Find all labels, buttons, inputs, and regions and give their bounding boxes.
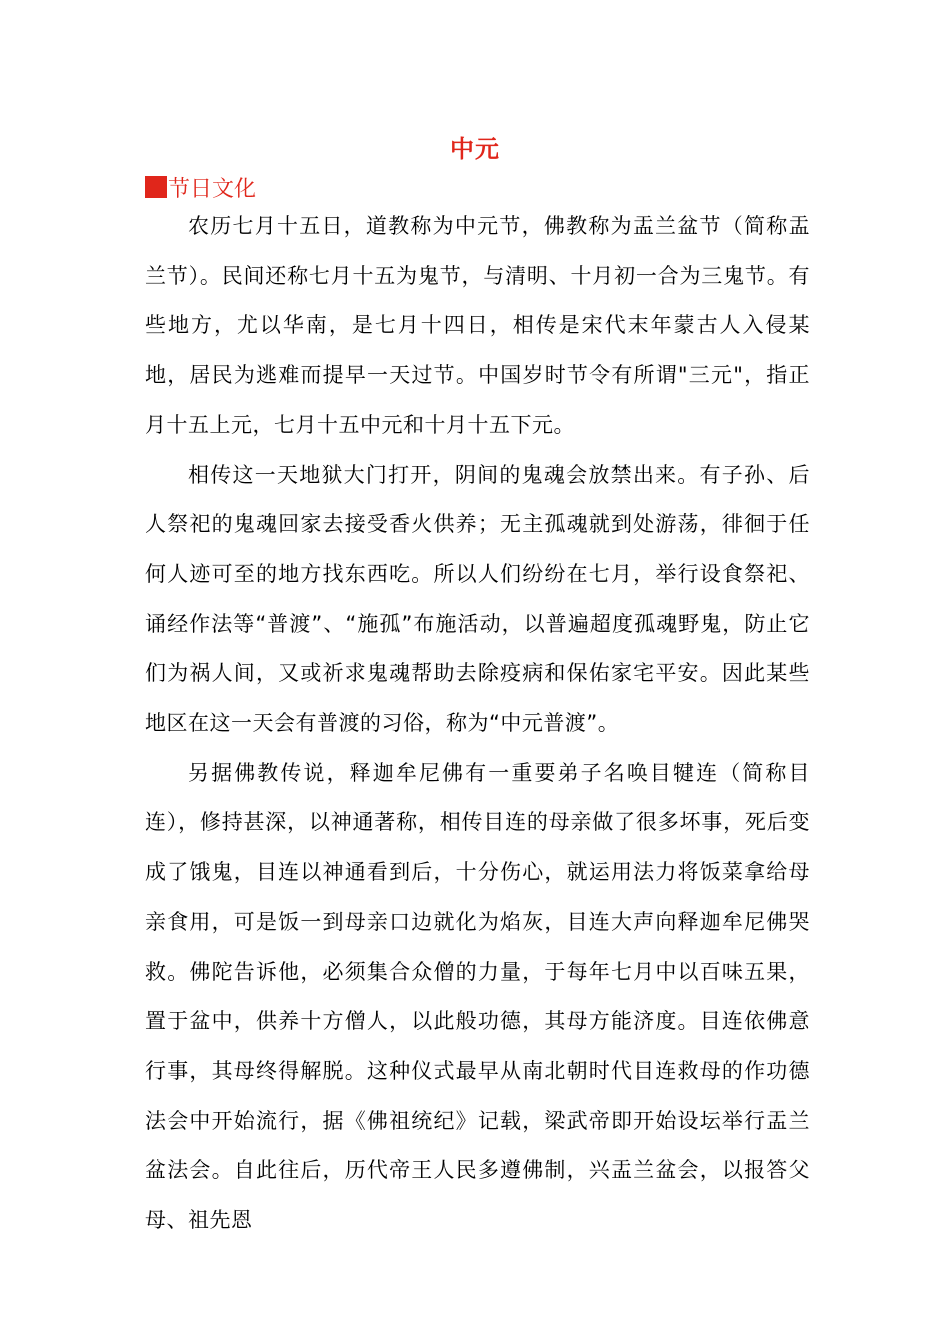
section-heading-label: 节日文化 [168, 176, 257, 202]
paragraph: 农历七月十五日，道教称为中元节，佛教称为盂兰盆节（简称盂兰节）。民间还称七月十五为鬼节，与清明、十月初一合为三鬼节。有些地方，尤以华南，是七月十四日，相传是宋代末年蒙古人入侵某地，居民为逃难而提早一天过节。中国岁时节令有所谓"三元"，指正月十五上元，七月十五中元和十月十五下元。 [145, 214, 810, 437]
red-square-bullet-icon [145, 176, 167, 198]
paragraph: 相传这一天地狱大门打开，阴间的鬼魂会放禁出来。有子孙、后人祭祀的鬼魂回家去接受香火供养；无主孤魂就到处游荡，徘徊于任何人迹可至的地方找东西吃。所以人们纷纷在七月，举行设食祭祀、诵经作法等“普渡”、“施孤”布施活动，以普遍超度孤魂野鬼，防止它们为祸人间，又或祈求鬼魂帮助去除疫病和保佑家宅平安。因此某些地区在这一天会有普渡的习俗，称为“中元普渡”。 [145, 462, 810, 736]
section-heading [145, 171, 256, 203]
page-title: 中元 [450, 134, 500, 163]
body-text [145, 202, 810, 1246]
paragraph: 另据佛教传说，释迦牟尼佛有一重要弟子名唤目犍连（简称目连），修持甚深，以神通著称，相传目连的母亲做了很多坏事，死后变成了饿鬼，目连以神通看到后，十分伤心，就运用法力将饭菜拿给母亲食用，可是饭一到母亲口边就化为焰灰，目连大声向释迦牟尼佛哭救。佛陀告诉他，必须集合众僧的力量，于每年七月中以百味五果，置于盆中，供养十方僧人，以此般功德，其母方能济度。目连依佛意行事，其母终得解脱。这种仪式最早从南北朝时代目连救母的作功德法会中开始流行，据《佛祖统纪》记载，梁武帝即开始设坛举行盂兰盆法会。自此往后，历代帝王人民多遵佛制，兴盂兰盆会，以报答父母、祖先恩 [145, 760, 810, 1233]
